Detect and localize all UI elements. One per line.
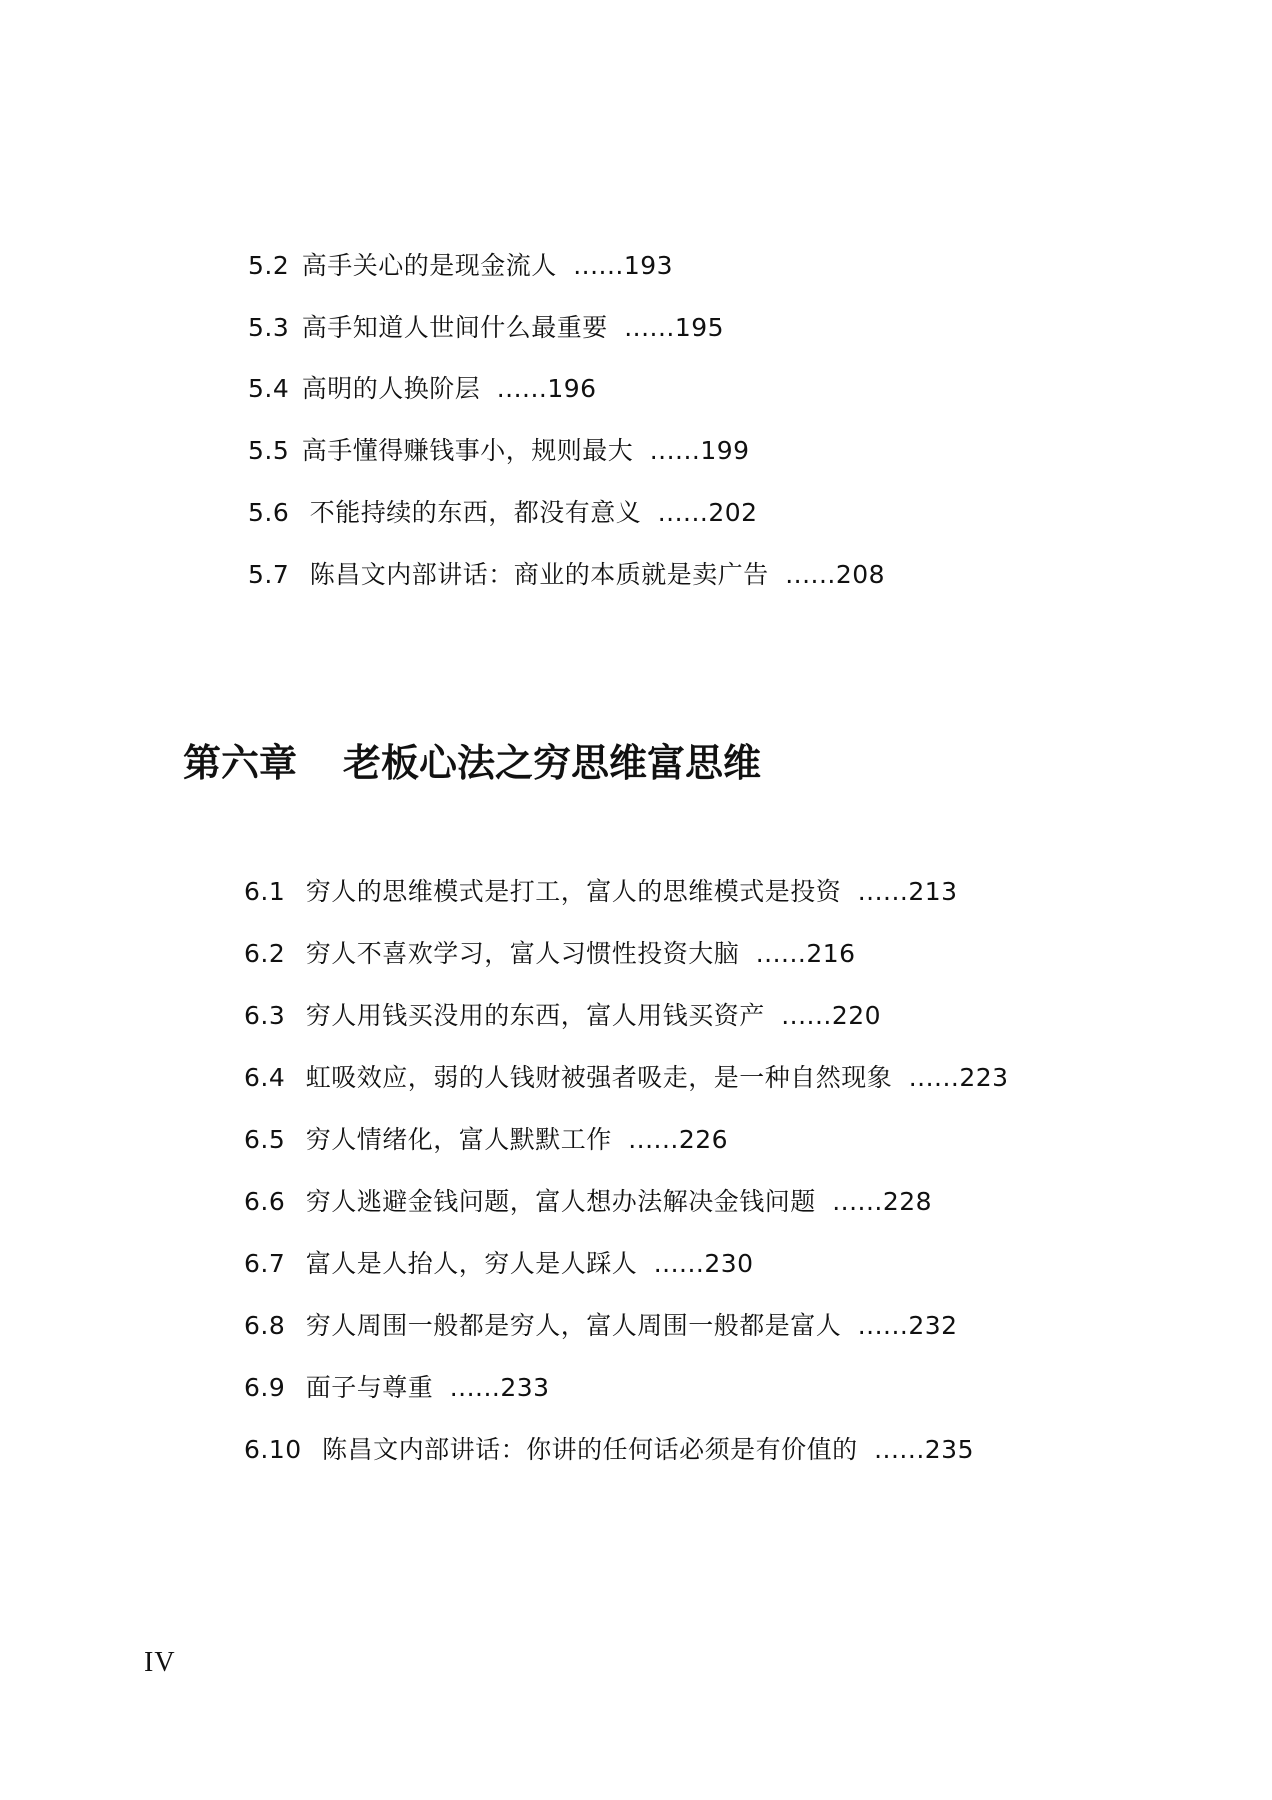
page-number: 235 [924, 1435, 974, 1464]
toc-entry [248, 312, 724, 344]
toc-entry [248, 559, 885, 591]
section-number: 6.1 [244, 877, 286, 906]
page-number: 202 [708, 498, 758, 527]
section-title: 陈昌文内部讲话：你讲的任何话必须是有价值的 [322, 1435, 858, 1464]
toc-entry [244, 1310, 958, 1342]
section-number: 6.7 [244, 1249, 286, 1278]
toc-entry [244, 1124, 728, 1156]
dot-leader: ...... [785, 560, 836, 589]
toc-entry [244, 938, 856, 970]
section-number: 6.5 [244, 1125, 286, 1154]
page-number: 216 [806, 939, 856, 968]
page-number: 226 [678, 1125, 729, 1154]
page-number: 220 [831, 1001, 882, 1030]
section-title: 陈昌文内部讲话：商业的本质就是卖广告 [309, 560, 769, 589]
toc-entry [244, 1248, 754, 1280]
page-number: 233 [500, 1373, 550, 1402]
toc-entry [248, 497, 758, 529]
dot-leader: ...... [573, 251, 624, 280]
toc-entry [244, 1000, 881, 1032]
page-folio: IV [144, 1647, 176, 1678]
section-number: 6.9 [244, 1373, 286, 1402]
section-number: 5.6 [248, 498, 290, 527]
section-title: 高明的人换阶层 [301, 374, 481, 403]
dot-leader: ...... [449, 1373, 501, 1402]
toc-entry [248, 250, 673, 282]
dot-leader: ...... [832, 1187, 883, 1216]
section-title: 富人是人抬人，穷人是人踩人 [305, 1249, 638, 1278]
page-number: 208 [835, 560, 886, 589]
toc-entry [244, 1186, 932, 1218]
section-number: 6.2 [244, 939, 286, 968]
dot-leader: ...... [628, 1125, 679, 1154]
page-number: 195 [674, 313, 725, 342]
section-title: 穷人逃避金钱问题，富人想办法解决金钱问题 [305, 1187, 816, 1216]
section-title: 高手关心的是现金流人 [301, 251, 557, 280]
dot-leader: ...... [755, 939, 807, 968]
section-number: 6.6 [244, 1187, 286, 1216]
section-title: 穷人的思维模式是打工，富人的思维模式是投资 [305, 877, 842, 906]
section-number: 6.4 [244, 1063, 286, 1092]
toc-entry [244, 1434, 974, 1466]
page-number: 228 [882, 1187, 933, 1216]
chapter-label: 第六章 [183, 740, 298, 785]
dot-leader: ...... [874, 1435, 925, 1464]
toc-entry [248, 435, 750, 467]
dot-leader: ...... [649, 436, 701, 465]
section-number: 6.3 [244, 1001, 286, 1030]
dot-leader: ...... [781, 1001, 832, 1030]
section-title: 面子与尊重 [305, 1373, 434, 1402]
section-number: 6.8 [244, 1311, 286, 1340]
section-title: 穷人情绪化，富人默默工作 [305, 1125, 612, 1154]
toc-entry [244, 1062, 1009, 1094]
section-title: 穷人不喜欢学习，富人习惯性投资大脑 [305, 939, 740, 968]
dot-leader: ...... [857, 1311, 909, 1340]
page-number: 196 [547, 374, 597, 403]
dot-leader: ...... [496, 374, 548, 403]
section-number: 6.10 [244, 1435, 302, 1464]
section-number: 5.5 [248, 436, 290, 465]
page-number: 223 [959, 1063, 1009, 1092]
section-title: 不能持续的东西，都没有意义 [309, 498, 642, 527]
dot-leader: ...... [624, 313, 675, 342]
dot-leader: ...... [653, 1249, 705, 1278]
page-number: 232 [908, 1311, 958, 1340]
section-number: 5.4 [248, 374, 290, 403]
chapter-heading [183, 738, 761, 788]
dot-leader: ...... [857, 877, 909, 906]
toc-entry [244, 1372, 550, 1404]
dot-leader: ...... [657, 498, 709, 527]
section-title: 高手懂得赚钱事小，规则最大 [301, 436, 634, 465]
toc-entry [244, 876, 958, 908]
section-number: 5.7 [248, 560, 290, 589]
page-number: 193 [623, 251, 674, 280]
section-number: 5.2 [248, 251, 290, 280]
section-title: 虹吸效应，弱的人钱财被强者吸走，是一种自然现象 [305, 1063, 893, 1092]
page-number: 199 [700, 436, 750, 465]
chapter-title: 老板心法之穷思维富思维 [343, 740, 762, 785]
dot-leader: ...... [908, 1063, 960, 1092]
section-title: 高手知道人世间什么最重要 [301, 313, 608, 342]
page-number: 213 [908, 877, 958, 906]
page-number: 230 [704, 1249, 754, 1278]
section-title: 穷人用钱买没用的东西，富人用钱买资产 [305, 1001, 765, 1030]
section-number: 5.3 [248, 313, 290, 342]
toc-entry [248, 373, 597, 405]
section-title: 穷人周围一般都是穷人，富人周围一般都是富人 [305, 1311, 842, 1340]
